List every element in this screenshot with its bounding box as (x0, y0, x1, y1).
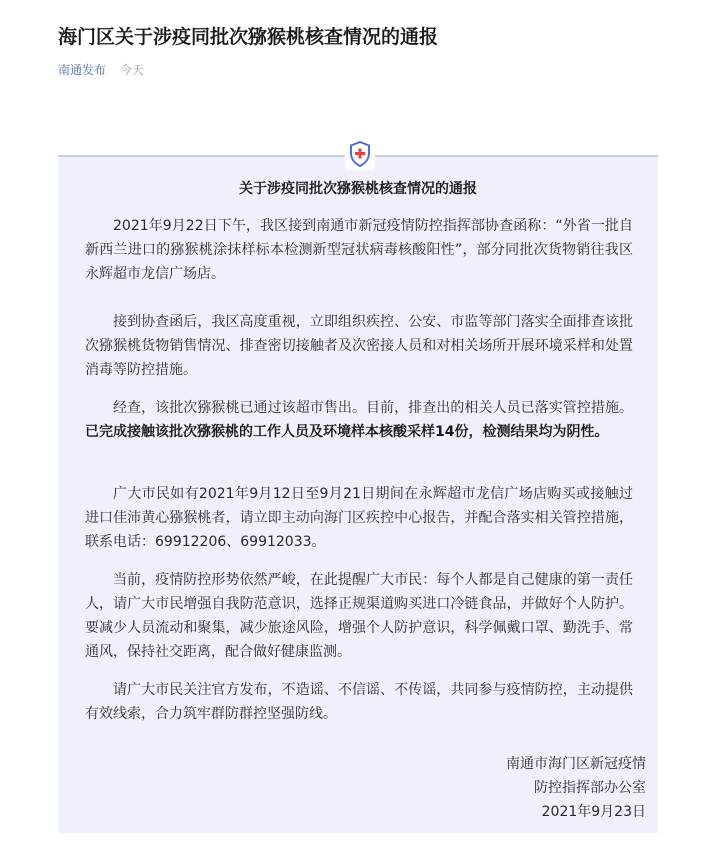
paragraph-3 (85, 396, 633, 444)
article-meta (58, 61, 144, 79)
signature-date: 2021年9月23日 (541, 804, 646, 820)
paragraph-2: 接到协查函后，我区高度重视，立即组织疾控、公安、市监等部门落实全面排查该批次猕猴桃货物销售情况、排查密切接触者及次密接人员和对相关场所开展环境采样和处置消毒等防控措施。 (85, 314, 633, 378)
signature-block (506, 752, 646, 824)
signature-line-2: 防控指挥部办公室 (534, 780, 646, 796)
notice-title: 关于涉疫同批次猕猴桃核查情况的通报 (239, 181, 477, 197)
article-title: 海门区关于涉疫同批次猕猴桃核查情况的通报 (58, 26, 439, 48)
publish-time: 今天 (119, 63, 144, 77)
source-account-link[interactable]: 南通发布 (58, 63, 107, 77)
paragraph-5: 当前，疫情防控形势依然严峻，在此提醒广大市民：每个人都是自己健康的第一责任人，请广大市民增强自我防范意识，选择正规渠道购买进口冷链食品，并做好个人防护。要减少人员流动和聚集，减少旅途风险，增强个人防护意识，科学佩戴口罩、勤洗手、常通风，保持社交距离，配合做好健康监测。 (85, 572, 633, 660)
signature-line-1: 南通市海门区新冠疫情 (506, 756, 646, 772)
paragraph-3-text: 经查，该批次猕猴桃已通过该超市售出。目前，排查出的相关人员已落实管控措施。 (113, 400, 633, 416)
shield-cross-icon (345, 138, 375, 170)
paragraph-6: 请广大市民关注官方发布，不造谣、不信谣、不传谣，共同参与疫情防控，主动提供有效线索，合力筑牢群防群控坚强防线。 (85, 682, 633, 722)
paragraph-1: 2021年9月22日下午，我区接到南通市新冠疫情防控指挥部协查函称：“外省一批自新西兰进口的猕猴桃涂抹样标本检测新型冠状病毒核酸阳性”，部分同批次货物销往我区永辉超市龙信广场店。 (85, 218, 633, 282)
paragraph-4: 广大市民如有2021年9月12日至9月21日期间在永辉超市龙信广场店购买或接触过进口佳沛黄心猕猴桃者，请立即主动向海门区疾控中心报告，并配合落实相关管控措施，联系电话：69912206、69912033。 (85, 486, 633, 550)
paragraph-3-emphasis: 已完成接触该批次猕猴桃的工作人员及环境样本核酸采样14份，检测结果均为阴性。 (85, 424, 609, 440)
